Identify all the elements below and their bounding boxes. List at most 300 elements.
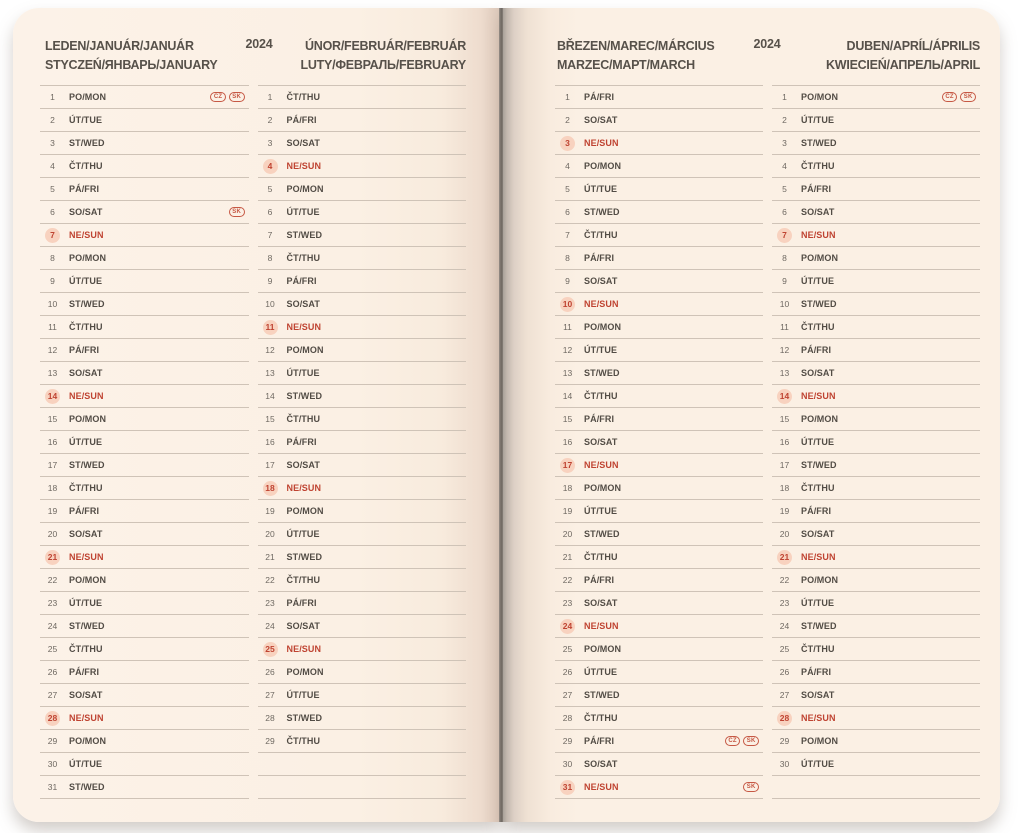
day-label: ST/WED	[69, 299, 105, 309]
day-label: ST/WED	[801, 299, 837, 309]
day-label: PÁ/FRI	[69, 667, 100, 677]
day-row	[40, 753, 249, 776]
day-row	[40, 86, 249, 109]
day-number: 16	[47, 437, 58, 447]
day-row	[555, 408, 763, 431]
day-row	[258, 684, 467, 707]
day-row	[772, 362, 980, 385]
day-label: ÚT/TUE	[286, 207, 320, 217]
day-row	[258, 86, 467, 109]
day-row	[772, 109, 980, 132]
day-label: ČT/THU	[286, 414, 321, 424]
day-number: 14	[265, 391, 275, 401]
day-label: PO/MON	[801, 253, 839, 263]
day-row	[258, 132, 467, 155]
day-number: 22	[562, 575, 573, 585]
day-label: ST/WED	[69, 621, 105, 631]
day-number: 9	[565, 276, 570, 286]
day-label: ÚT/TUE	[584, 667, 618, 677]
day-label: PO/MON	[801, 575, 839, 585]
day-label: ST/WED	[69, 460, 105, 470]
day-number: 19	[265, 506, 275, 516]
day-row	[40, 546, 249, 569]
sk-holiday-badge: SK	[743, 782, 759, 793]
day-label: SO/SAT	[584, 598, 618, 608]
day-number: 18	[562, 483, 573, 493]
day-row	[772, 569, 980, 592]
day-row	[772, 661, 980, 684]
month-title-april	[826, 37, 980, 75]
cz-holiday-badge: CZ	[942, 92, 957, 103]
day-number: 11	[48, 322, 57, 332]
sk-holiday-badge: SK	[229, 92, 245, 103]
day-row	[555, 730, 763, 753]
day-number: 14	[45, 389, 60, 404]
holiday-badges	[725, 736, 759, 747]
month-title-february-line2: LUTY/ФЕВРАЛЬ/FEBRUARY	[300, 58, 466, 72]
day-number: 6	[267, 207, 273, 217]
day-label: SO/SAT	[801, 690, 835, 700]
cz-holiday-badge: CZ	[725, 736, 740, 747]
day-label: ČT/THU	[286, 575, 321, 585]
day-number: 3	[782, 138, 787, 148]
month-title-january	[45, 37, 218, 75]
day-row	[555, 707, 763, 730]
day-row-empty	[258, 753, 467, 776]
day-number: 8	[267, 253, 273, 263]
day-row	[40, 339, 249, 362]
day-label: PO/MON	[584, 644, 622, 654]
day-number: 17	[779, 460, 790, 470]
day-row	[258, 569, 467, 592]
day-row	[258, 661, 467, 684]
day-row	[772, 155, 980, 178]
month-title-march-line2: MARZEC/МАРТ/MARCH	[557, 58, 695, 72]
day-label: SO/SAT	[584, 276, 618, 286]
day-number: 15	[562, 414, 573, 424]
day-label: ÚT/TUE	[286, 529, 320, 539]
day-number: 17	[265, 460, 275, 470]
day-row	[258, 523, 467, 546]
day-row	[772, 753, 980, 776]
day-label: PO/MON	[69, 736, 107, 746]
day-number: 12	[779, 345, 790, 355]
day-row	[772, 247, 980, 270]
day-number: 24	[47, 621, 58, 631]
day-number	[777, 780, 792, 795]
day-row	[772, 408, 980, 431]
day-row	[555, 638, 763, 661]
holiday-badges	[210, 92, 244, 103]
day-row	[258, 362, 467, 385]
day-label: PO/MON	[801, 92, 839, 102]
day-number: 23	[265, 598, 275, 608]
day-row	[772, 500, 980, 523]
day-label: ÚT/TUE	[584, 184, 618, 194]
day-row	[555, 109, 763, 132]
day-row	[258, 707, 467, 730]
day-number	[263, 780, 278, 795]
day-row	[40, 730, 249, 753]
day-row	[258, 431, 467, 454]
day-label: ST/WED	[286, 391, 323, 401]
day-number: 5	[782, 184, 787, 194]
day-number: 31	[560, 780, 575, 795]
day-label: PO/MON	[584, 322, 622, 332]
day-row	[555, 316, 763, 339]
day-row-empty	[772, 776, 980, 799]
day-number: 8	[782, 253, 787, 263]
day-number: 9	[782, 276, 787, 286]
day-number: 24	[779, 621, 790, 631]
day-row	[40, 270, 249, 293]
day-label: PÁ/FRI	[801, 345, 832, 355]
day-number: 14	[777, 389, 792, 404]
day-row	[258, 385, 467, 408]
day-label: PO/MON	[286, 506, 324, 516]
day-label: PÁ/FRI	[286, 598, 317, 608]
day-row	[772, 224, 980, 247]
day-label: NE/SUN	[584, 621, 619, 631]
day-row	[772, 592, 980, 615]
sk-holiday-badge: SK	[960, 92, 976, 103]
day-row	[258, 500, 467, 523]
day-row	[40, 684, 249, 707]
day-label: PÁ/FRI	[801, 506, 832, 516]
day-number: 13	[562, 368, 573, 378]
day-row	[40, 132, 249, 155]
day-label: ÚT/TUE	[69, 598, 103, 608]
day-label: ČT/THU	[801, 322, 835, 332]
day-row	[258, 592, 467, 615]
day-label: PÁ/FRI	[69, 506, 100, 516]
day-label: ST/WED	[286, 230, 323, 240]
day-label: SO/SAT	[286, 460, 320, 470]
day-number: 15	[47, 414, 58, 424]
day-row	[40, 224, 249, 247]
day-label: SO/SAT	[69, 529, 103, 539]
day-label: ST/WED	[584, 207, 620, 217]
day-label: SO/SAT	[69, 690, 103, 700]
day-label: PÁ/FRI	[584, 414, 615, 424]
day-number: 24	[560, 619, 575, 634]
day-label: ČT/THU	[801, 483, 835, 493]
day-row	[555, 385, 763, 408]
day-row	[258, 247, 467, 270]
month-column-april	[772, 85, 980, 799]
day-label: ST/WED	[286, 713, 323, 723]
day-number: 1	[565, 92, 570, 102]
day-number: 4	[565, 161, 570, 171]
day-row	[40, 408, 249, 431]
day-number: 13	[47, 368, 58, 378]
day-row	[555, 132, 763, 155]
day-number: 22	[47, 575, 58, 585]
day-row	[772, 385, 980, 408]
page-right	[503, 8, 1000, 822]
day-row	[555, 201, 763, 224]
day-number: 1	[782, 92, 787, 102]
day-number: 28	[45, 711, 60, 726]
day-number: 29	[779, 736, 790, 746]
holiday-badges	[743, 782, 759, 793]
day-row	[772, 339, 980, 362]
day-number: 20	[47, 529, 58, 539]
day-label: PO/MON	[584, 161, 622, 171]
day-row	[40, 523, 249, 546]
day-label: ČT/THU	[286, 92, 321, 102]
day-row	[40, 385, 249, 408]
day-number: 5	[267, 184, 273, 194]
day-number: 29	[47, 736, 58, 746]
day-number: 6	[565, 207, 570, 217]
day-number: 21	[265, 552, 275, 562]
day-label: SO/SAT	[69, 207, 103, 217]
day-number: 16	[779, 437, 790, 447]
day-number: 16	[265, 437, 275, 447]
day-row	[40, 776, 249, 799]
month-title-february	[300, 37, 466, 75]
day-row	[40, 178, 249, 201]
day-number: 12	[265, 345, 275, 355]
day-row	[772, 615, 980, 638]
day-label: PO/MON	[69, 414, 107, 424]
day-number: 27	[47, 690, 58, 700]
day-row	[258, 224, 467, 247]
day-number: 30	[47, 759, 58, 769]
day-number: 7	[777, 228, 792, 243]
day-number: 21	[562, 552, 573, 562]
day-number: 16	[562, 437, 573, 447]
day-row	[40, 477, 249, 500]
day-row	[555, 224, 763, 247]
day-number: 5	[565, 184, 570, 194]
month-title-april-line2: KWIECIEŃ/АПРЕЛЬ/APRIL	[826, 58, 980, 72]
day-label: ST/WED	[584, 368, 620, 378]
day-label: ČT/THU	[69, 644, 103, 654]
day-row	[40, 431, 249, 454]
day-label: PO/MON	[69, 575, 107, 585]
day-row	[555, 155, 763, 178]
day-row	[555, 454, 763, 477]
day-row	[772, 707, 980, 730]
day-label: ÚT/TUE	[286, 690, 320, 700]
day-row	[258, 178, 467, 201]
day-number: 10	[779, 299, 790, 309]
day-label: ČT/THU	[286, 736, 321, 746]
day-label: NE/SUN	[286, 483, 322, 493]
day-number: 9	[50, 276, 55, 286]
month-title-january-line2: STYCZEŃ/ЯНВАРЬ/JANUARY	[45, 58, 218, 72]
day-row	[772, 293, 980, 316]
day-label: ČT/THU	[69, 161, 103, 171]
day-row	[40, 109, 249, 132]
month-column-march	[555, 85, 763, 799]
day-label: PÁ/FRI	[801, 667, 832, 677]
day-label: PÁ/FRI	[69, 345, 100, 355]
day-row	[555, 431, 763, 454]
day-number: 25	[263, 642, 278, 657]
day-row	[555, 569, 763, 592]
day-row	[258, 270, 467, 293]
day-number: 27	[779, 690, 790, 700]
day-row	[258, 546, 467, 569]
day-number: 26	[779, 667, 790, 677]
day-number: 29	[265, 736, 275, 746]
day-number: 3	[560, 136, 575, 151]
day-number: 17	[560, 458, 575, 473]
day-label: ČT/THU	[69, 483, 103, 493]
day-number: 14	[562, 391, 573, 401]
day-label: PO/MON	[584, 483, 622, 493]
day-row	[40, 293, 249, 316]
day-label: ČT/THU	[584, 713, 618, 723]
day-label: NE/SUN	[69, 230, 104, 240]
day-number: 3	[267, 138, 273, 148]
day-label: ÚT/TUE	[69, 437, 103, 447]
month-title-march	[557, 37, 715, 75]
day-row	[40, 247, 249, 270]
day-label: NE/SUN	[801, 391, 836, 401]
day-number: 7	[565, 230, 570, 240]
day-number: 19	[562, 506, 573, 516]
day-number: 26	[265, 667, 275, 677]
day-row	[772, 86, 980, 109]
day-row	[40, 201, 249, 224]
day-label: ÚT/TUE	[801, 276, 835, 286]
day-number: 23	[47, 598, 58, 608]
day-number: 20	[779, 529, 790, 539]
day-number: 24	[265, 621, 275, 631]
day-row	[40, 569, 249, 592]
day-row	[258, 339, 467, 362]
day-label: ÚT/TUE	[69, 759, 103, 769]
day-row	[772, 178, 980, 201]
day-label: PÁ/FRI	[801, 184, 832, 194]
day-label: ST/WED	[286, 552, 323, 562]
day-row	[258, 638, 467, 661]
day-row	[772, 638, 980, 661]
day-label: PO/MON	[286, 667, 324, 677]
day-number: 1	[267, 92, 273, 102]
day-number: 15	[779, 414, 790, 424]
day-number: 2	[565, 115, 570, 125]
sk-holiday-badge: SK	[743, 736, 759, 747]
day-number: 30	[562, 759, 573, 769]
day-number: 31	[47, 782, 58, 792]
day-label: ÚT/TUE	[584, 506, 618, 516]
day-row	[772, 454, 980, 477]
day-row	[555, 776, 763, 799]
day-number: 26	[562, 667, 573, 677]
day-label: NE/SUN	[69, 713, 104, 723]
day-row	[772, 201, 980, 224]
day-number: 23	[562, 598, 573, 608]
month-column-january	[40, 85, 249, 799]
day-label: PÁ/FRI	[584, 575, 615, 585]
day-number: 4	[782, 161, 787, 171]
day-row	[555, 477, 763, 500]
day-label: ČT/THU	[801, 644, 835, 654]
day-label: ST/WED	[584, 529, 620, 539]
day-number: 11	[563, 322, 572, 332]
day-number: 10	[265, 299, 275, 309]
day-label: PÁ/FRI	[286, 115, 317, 125]
day-number: 27	[265, 690, 275, 700]
day-label: ST/WED	[801, 138, 837, 148]
day-number: 2	[267, 115, 273, 125]
day-label: ST/WED	[801, 621, 837, 631]
day-number: 4	[50, 161, 55, 171]
page-left	[13, 8, 500, 822]
day-label: ÚT/TUE	[801, 598, 835, 608]
day-label: PÁ/FRI	[584, 736, 615, 746]
day-row	[772, 477, 980, 500]
day-label: SO/SAT	[69, 368, 103, 378]
day-number	[263, 757, 278, 772]
day-label: ÚT/TUE	[801, 437, 835, 447]
day-label: SO/SAT	[286, 621, 320, 631]
day-row	[258, 408, 467, 431]
holiday-badges	[229, 207, 245, 218]
day-number: 17	[47, 460, 58, 470]
day-row	[772, 431, 980, 454]
day-label: NE/SUN	[286, 161, 322, 171]
day-row	[555, 615, 763, 638]
day-number: 23	[779, 598, 790, 608]
day-row-empty	[258, 776, 467, 799]
day-row	[772, 730, 980, 753]
day-number: 1	[50, 92, 55, 102]
day-label: ČT/THU	[584, 391, 618, 401]
day-number: 4	[263, 159, 278, 174]
day-label: PÁ/FRI	[286, 276, 317, 286]
left-page-columns	[40, 85, 466, 799]
day-label: ST/WED	[69, 138, 105, 148]
day-row	[555, 247, 763, 270]
day-row	[555, 293, 763, 316]
day-label: NE/SUN	[801, 230, 836, 240]
day-number: 21	[45, 550, 60, 565]
day-label: PÁ/FRI	[286, 437, 317, 447]
day-label: ÚT/TUE	[801, 115, 835, 125]
day-row	[258, 615, 467, 638]
day-row	[555, 684, 763, 707]
day-row	[40, 155, 249, 178]
day-number: 12	[47, 345, 58, 355]
day-row	[772, 523, 980, 546]
day-number: 28	[777, 711, 792, 726]
day-number: 18	[263, 481, 278, 496]
day-label: PO/MON	[801, 736, 839, 746]
day-row	[555, 362, 763, 385]
day-number: 12	[562, 345, 573, 355]
day-number: 29	[562, 736, 573, 746]
day-row	[40, 592, 249, 615]
day-number: 10	[47, 299, 58, 309]
day-label: PÁ/FRI	[584, 92, 615, 102]
day-label: SO/SAT	[286, 299, 320, 309]
year-label-right-page: 2024	[753, 37, 781, 51]
day-label: ČT/THU	[69, 322, 103, 332]
day-label: PO/MON	[801, 414, 839, 424]
day-label: SO/SAT	[801, 207, 835, 217]
day-number: 18	[779, 483, 790, 493]
day-label: ČT/THU	[584, 230, 618, 240]
year-label-left-page: 2024	[245, 37, 273, 51]
day-row	[772, 270, 980, 293]
day-number: 21	[777, 550, 792, 565]
